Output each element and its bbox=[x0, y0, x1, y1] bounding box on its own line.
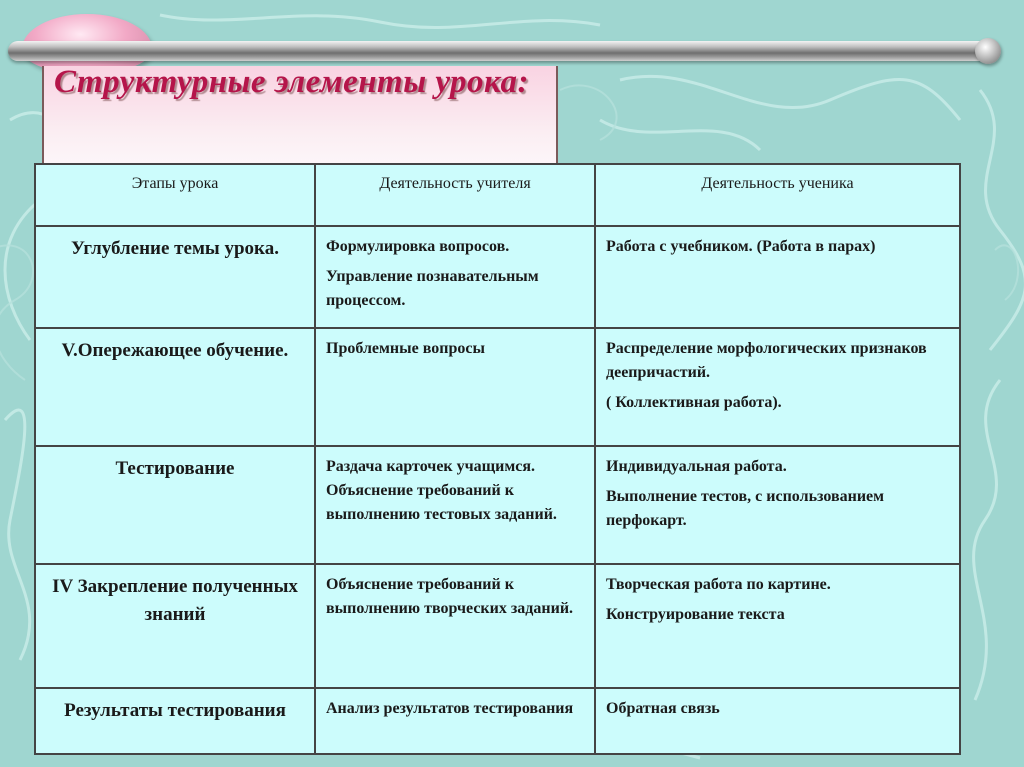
teacher-cell bbox=[315, 688, 595, 754]
student-cell bbox=[595, 446, 960, 564]
student-cell bbox=[595, 226, 960, 328]
stage-cell: Тестирование bbox=[35, 446, 315, 564]
table-row bbox=[35, 688, 960, 754]
teacher-text: Проблемные вопросы bbox=[326, 340, 485, 357]
student-text: Распределение морфологических признаков деепричастий. bbox=[606, 340, 927, 381]
table-header-row bbox=[35, 164, 960, 226]
teacher-text: Анализ результатов тестирования bbox=[326, 700, 574, 717]
teacher-text: Объяснение требований к выполнению творческих заданий. bbox=[326, 576, 574, 617]
student-text: Конструирование текста bbox=[606, 606, 785, 623]
slide-title: Структурные элементы урока: bbox=[54, 64, 529, 100]
header-student-activity: Деятельность ученика bbox=[595, 164, 960, 226]
student-text: Выполнение тестов, с использованием перфокарт. bbox=[606, 488, 885, 529]
student-text: Индивидуальная работа. bbox=[606, 458, 787, 475]
teacher-text: Формулировка вопросов. bbox=[326, 238, 510, 255]
teacher-cell bbox=[315, 226, 595, 328]
teacher-cell bbox=[315, 328, 595, 446]
stage-cell: IV Закрепление полученных знаний bbox=[35, 564, 315, 688]
decorative-rod bbox=[8, 41, 993, 61]
table-row bbox=[35, 328, 960, 446]
student-cell bbox=[595, 688, 960, 754]
stage-cell: Углубление темы урока. bbox=[35, 226, 315, 328]
teacher-text: Раздача карточек учащимся. Объяснение требований к выполнению тестовых заданий. bbox=[326, 458, 557, 523]
table-row bbox=[35, 446, 960, 564]
student-cell bbox=[595, 564, 960, 688]
student-text: Обратная связь bbox=[606, 700, 720, 717]
rod-end-knob bbox=[975, 38, 1001, 64]
table-row bbox=[35, 564, 960, 688]
student-cell bbox=[595, 328, 960, 446]
teacher-text: Управление познавательным процессом. bbox=[326, 268, 539, 309]
header-teacher-activity: Деятельность учителя bbox=[315, 164, 595, 226]
teacher-cell bbox=[315, 564, 595, 688]
student-text: Творческая работа по картине. bbox=[606, 576, 831, 593]
table-row bbox=[35, 226, 960, 328]
lesson-structure-table bbox=[34, 163, 961, 755]
stage-cell: V.Опережающее обучение. bbox=[35, 328, 315, 446]
header-stages: Этапы урока bbox=[35, 164, 315, 226]
student-text: ( Коллективная работа). bbox=[606, 394, 782, 411]
student-text: Работа с учебником. (Работа в парах) bbox=[606, 238, 876, 255]
stage-cell: Результаты тестирования bbox=[35, 688, 315, 754]
teacher-cell bbox=[315, 446, 595, 564]
